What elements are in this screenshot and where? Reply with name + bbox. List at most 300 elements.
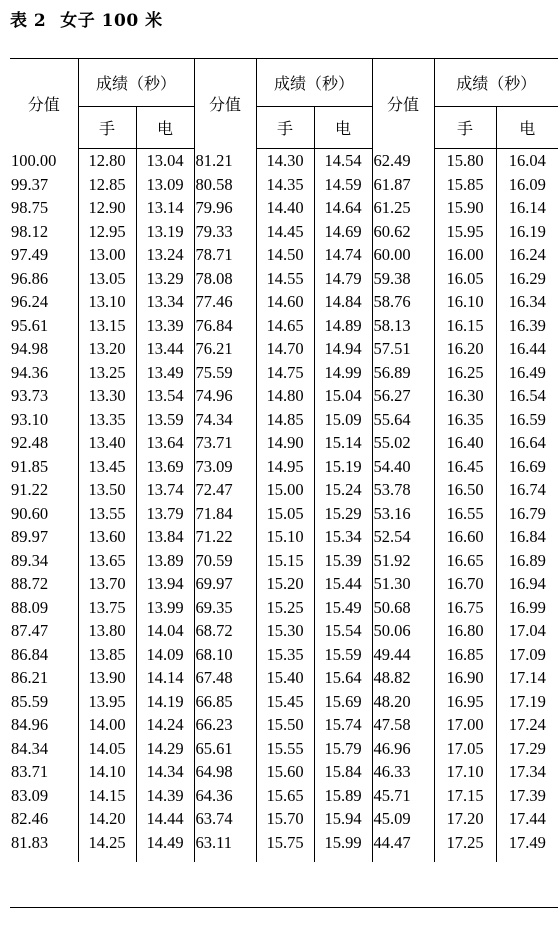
electric-time-cell: 13.04 [136,149,194,173]
score-cell: 81.21 [194,149,256,173]
electric-time-cell: 15.84 [314,760,372,784]
electric-time-cell: 13.99 [136,596,194,620]
score-cell: 76.84 [194,314,256,338]
score-cell: 94.98 [11,339,49,358]
electric-time-cell: 14.44 [136,807,194,831]
table-row [10,596,558,620]
score-cell: 66.85 [194,690,256,714]
score-cell: 71.22 [194,525,256,549]
electric-time-cell: 13.49 [136,361,194,385]
hand-time-cell: 14.70 [256,337,314,361]
electric-time-cell: 16.74 [496,478,558,502]
electric-time-cell: 14.79 [314,267,372,291]
electric-time-cell: 15.89 [314,784,372,808]
hand-time-cell: 12.80 [78,149,136,173]
electric-time-cell: 13.79 [136,502,194,526]
hand-time-cell: 13.70 [78,572,136,596]
table-row [10,525,558,549]
score-cell: 80.58 [194,173,256,197]
hand-time-cell: 13.60 [78,525,136,549]
table-row [10,455,558,479]
electric-time-cell: 13.24 [136,243,194,267]
score-cell: 94.36 [11,362,49,382]
hand-time-cell: 15.20 [256,572,314,596]
score-cell: 56.89 [372,361,434,385]
score-cell: 79.33 [194,220,256,244]
table-row [10,478,558,502]
hand-time-cell: 13.05 [78,267,136,291]
table-row [10,243,558,267]
hand-time-cell: 15.85 [434,173,496,197]
electric-time-cell: 15.29 [314,502,372,526]
electric-time-cell: 15.09 [314,408,372,432]
hand-time-cell: 16.45 [434,455,496,479]
hand-time-cell: 13.20 [78,337,136,361]
table-number: 表 2 [10,11,47,31]
table-row [10,713,558,737]
hand-time-cell: 15.15 [256,549,314,573]
score-cell: 91.22 [11,480,49,499]
hand-time-cell: 12.85 [78,173,136,197]
score-cell: 53.78 [372,478,434,502]
electric-time-cell: 15.39 [314,549,372,573]
table-title: 女子 100 米 [60,11,163,31]
score-cell: 60.00 [372,243,434,267]
score-cell: 72.47 [194,478,256,502]
hand-time-cell: 15.00 [256,478,314,502]
electric-time-cell: 16.24 [496,243,558,267]
result-header: 成绩（秒） [256,59,372,107]
electric-time-cell: 13.84 [136,525,194,549]
hand-timing-header: 手 [434,107,496,149]
hand-time-cell: 16.00 [434,243,496,267]
electric-time-cell: 15.14 [314,431,372,455]
table-row [10,431,558,455]
electric-time-cell: 16.79 [496,502,558,526]
electric-time-cell: 16.19 [496,220,558,244]
hand-time-cell: 17.10 [434,760,496,784]
electric-time-cell: 14.59 [314,173,372,197]
electric-time-cell: 13.44 [136,337,194,361]
score-header: 分值 [372,59,434,149]
score-cell: 69.35 [194,596,256,620]
electric-time-cell: 16.44 [496,337,558,361]
hand-time-cell: 16.60 [434,525,496,549]
score-cell: 73.09 [194,455,256,479]
score-cell: 97.49 [11,245,49,264]
table-row [10,572,558,596]
score-cell: 44.47 [372,831,434,863]
table-row [10,314,558,338]
hand-time-cell: 14.95 [256,455,314,479]
table-row [10,619,558,643]
electric-time-cell: 17.14 [496,666,558,690]
score-cell: 86.21 [11,668,49,687]
electric-time-cell: 17.19 [496,690,558,714]
electric-time-cell: 16.64 [496,431,558,455]
electric-time-cell: 14.89 [314,314,372,338]
hand-time-cell: 14.00 [78,713,136,737]
table-row [10,760,558,784]
electric-time-cell: 15.24 [314,478,372,502]
score-cell: 95.61 [11,315,49,335]
hand-time-cell: 15.50 [256,713,314,737]
score-cell: 84.96 [11,715,49,734]
score-cell: 62.49 [372,149,434,173]
hand-time-cell: 15.75 [256,831,314,863]
score-cell: 98.12 [11,221,49,241]
table-row [10,690,558,714]
electric-timing-header: 电 [314,107,372,149]
score-cell: 63.11 [194,831,256,863]
score-cell: 63.74 [194,807,256,831]
score-cell: 64.36 [194,784,256,808]
electric-time-cell: 14.24 [136,713,194,737]
hand-time-cell: 13.80 [78,619,136,643]
hand-time-cell: 13.35 [78,408,136,432]
score-cell: 75.59 [194,361,256,385]
score-cell: 55.02 [372,431,434,455]
score-cell: 84.34 [11,738,49,758]
score-cell: 65.61 [194,737,256,761]
table-row [10,831,558,863]
hand-time-cell: 15.65 [256,784,314,808]
hand-time-cell: 17.05 [434,737,496,761]
electric-time-cell: 13.29 [136,267,194,291]
table-row [10,666,558,690]
hand-time-cell: 16.30 [434,384,496,408]
score-cell: 82.46 [11,809,49,828]
score-cell: 81.83 [11,832,49,852]
score-cell: 91.85 [11,456,49,476]
hand-time-cell: 17.15 [434,784,496,808]
score-cell: 71.84 [194,502,256,526]
score-cell: 48.20 [372,690,434,714]
table-row [10,502,558,526]
table-row [10,807,558,831]
score-cell: 90.60 [11,503,49,523]
hand-time-cell: 17.00 [434,713,496,737]
table-row [10,196,558,220]
electric-time-cell: 16.09 [496,173,558,197]
electric-time-cell: 16.89 [496,549,558,573]
hand-time-cell: 16.05 [434,267,496,291]
hand-time-cell: 14.10 [78,760,136,784]
result-header: 成绩（秒） [78,59,194,107]
table-body [10,149,558,863]
electric-time-cell: 17.49 [496,831,558,863]
table-row [10,408,558,432]
electric-time-cell: 15.44 [314,572,372,596]
electric-time-cell: 14.09 [136,643,194,667]
score-cell: 50.68 [372,596,434,620]
hand-time-cell: 14.45 [256,220,314,244]
hand-time-cell: 14.75 [256,361,314,385]
score-cell: 76.21 [194,337,256,361]
table-row [10,337,558,361]
electric-time-cell: 17.44 [496,807,558,831]
score-cell: 60.62 [372,220,434,244]
hand-time-cell: 13.95 [78,690,136,714]
hand-time-cell: 13.45 [78,455,136,479]
hand-time-cell: 14.65 [256,314,314,338]
score-cell: 98.75 [11,198,49,217]
score-header: 分值 [194,59,256,149]
score-cell: 56.27 [372,384,434,408]
score-cell: 99.37 [11,174,49,194]
electric-timing-header: 电 [496,107,558,149]
score-cell: 61.25 [372,196,434,220]
score-cell: 73.71 [194,431,256,455]
hand-time-cell: 16.25 [434,361,496,385]
hand-time-cell: 16.50 [434,478,496,502]
score-cell: 48.82 [372,666,434,690]
table-row [10,737,558,761]
electric-time-cell: 15.49 [314,596,372,620]
electric-time-cell: 17.34 [496,760,558,784]
electric-time-cell: 13.14 [136,196,194,220]
hand-time-cell: 14.50 [256,243,314,267]
electric-time-cell: 14.64 [314,196,372,220]
score-cell: 47.58 [372,713,434,737]
score-cell: 92.48 [11,433,49,452]
hand-time-cell: 15.10 [256,525,314,549]
hand-time-cell: 14.30 [256,149,314,173]
electric-time-cell: 17.04 [496,619,558,643]
score-cell: 58.13 [372,314,434,338]
hand-time-cell: 15.80 [434,149,496,173]
score-cell: 93.73 [11,386,49,405]
table-row [10,643,558,667]
hand-time-cell: 14.90 [256,431,314,455]
electric-time-cell: 13.74 [136,478,194,502]
electric-time-cell: 16.54 [496,384,558,408]
score-cell: 70.59 [194,549,256,573]
score-cell: 88.09 [11,597,49,617]
score-cell: 68.10 [194,643,256,667]
hand-time-cell: 14.60 [256,290,314,314]
electric-time-cell: 14.84 [314,290,372,314]
hand-time-cell: 16.55 [434,502,496,526]
hand-time-cell: 16.80 [434,619,496,643]
electric-time-cell: 16.04 [496,149,558,173]
score-cell: 88.72 [11,574,49,593]
score-cell: 100.00 [11,150,57,170]
hand-time-cell: 15.60 [256,760,314,784]
hand-time-cell: 15.25 [256,596,314,620]
hand-time-cell: 13.15 [78,314,136,338]
electric-time-cell: 14.54 [314,149,372,173]
electric-time-cell: 14.49 [136,831,194,863]
score-cell: 51.30 [372,572,434,596]
electric-time-cell: 14.69 [314,220,372,244]
electric-timing-header: 电 [136,107,194,149]
hand-time-cell: 13.10 [78,290,136,314]
electric-time-cell: 16.84 [496,525,558,549]
electric-time-cell: 15.19 [314,455,372,479]
table-header [10,59,558,149]
hand-timing-header: 手 [256,107,314,149]
score-cell: 54.40 [372,455,434,479]
electric-time-cell: 13.54 [136,384,194,408]
electric-time-cell: 13.89 [136,549,194,573]
score-cell: 77.46 [194,290,256,314]
electric-time-cell: 15.99 [314,831,372,863]
score-cell: 79.96 [194,196,256,220]
table-row [10,384,558,408]
score-cell: 46.33 [372,760,434,784]
hand-time-cell: 13.50 [78,478,136,502]
score-cell: 85.59 [11,691,49,711]
hand-time-cell: 15.35 [256,643,314,667]
electric-time-cell: 15.59 [314,643,372,667]
hand-time-cell: 13.85 [78,643,136,667]
table-row [10,149,558,173]
hand-time-cell: 14.15 [78,784,136,808]
electric-time-cell: 17.29 [496,737,558,761]
electric-time-cell: 13.64 [136,431,194,455]
electric-time-cell: 15.74 [314,713,372,737]
score-cell: 89.34 [11,550,49,570]
hand-time-cell: 15.45 [256,690,314,714]
electric-time-cell: 16.59 [496,408,558,432]
electric-time-cell: 13.19 [136,220,194,244]
table-row [10,220,558,244]
score-cell: 51.92 [372,549,434,573]
score-cell: 66.23 [194,713,256,737]
result-header: 成绩（秒） [434,59,558,107]
hand-time-cell: 13.75 [78,596,136,620]
hand-time-cell: 12.90 [78,196,136,220]
hand-time-cell: 14.55 [256,267,314,291]
score-cell: 59.38 [372,267,434,291]
score-cell: 78.08 [194,267,256,291]
hand-time-cell: 16.90 [434,666,496,690]
hand-time-cell: 16.65 [434,549,496,573]
hand-time-cell: 14.40 [256,196,314,220]
electric-time-cell: 15.54 [314,619,372,643]
electric-time-cell: 14.74 [314,243,372,267]
hand-time-cell: 14.35 [256,173,314,197]
electric-time-cell: 14.34 [136,760,194,784]
electric-time-cell: 16.34 [496,290,558,314]
hand-time-cell: 17.20 [434,807,496,831]
electric-time-cell: 14.19 [136,690,194,714]
electric-time-cell: 16.94 [496,572,558,596]
hand-timing-header: 手 [78,107,136,149]
hand-time-cell: 14.20 [78,807,136,831]
hand-time-cell: 15.05 [256,502,314,526]
hand-time-cell: 16.70 [434,572,496,596]
score-cell: 96.86 [11,268,49,288]
electric-time-cell: 16.69 [496,455,558,479]
score-cell: 61.87 [372,173,434,197]
bottom-rule [10,907,558,908]
score-cell: 69.97 [194,572,256,596]
electric-time-cell: 16.29 [496,267,558,291]
electric-time-cell: 15.64 [314,666,372,690]
score-cell: 50.06 [372,619,434,643]
electric-time-cell: 16.49 [496,361,558,385]
hand-time-cell: 13.55 [78,502,136,526]
hand-time-cell: 15.95 [434,220,496,244]
score-cell: 46.96 [372,737,434,761]
hand-time-cell: 12.95 [78,220,136,244]
score-cell: 74.34 [194,408,256,432]
score-cell: 64.98 [194,760,256,784]
electric-time-cell: 13.39 [136,314,194,338]
electric-time-cell: 13.09 [136,173,194,197]
hand-time-cell: 16.15 [434,314,496,338]
electric-time-cell: 14.94 [314,337,372,361]
score-table [10,58,558,862]
table-row [10,549,558,573]
electric-time-cell: 15.34 [314,525,372,549]
table-row [10,267,558,291]
electric-time-cell: 15.04 [314,384,372,408]
hand-time-cell: 17.25 [434,831,496,863]
hand-time-cell: 16.10 [434,290,496,314]
hand-time-cell: 16.20 [434,337,496,361]
hand-time-cell: 16.35 [434,408,496,432]
hand-time-cell: 13.30 [78,384,136,408]
electric-time-cell: 15.94 [314,807,372,831]
hand-time-cell: 16.85 [434,643,496,667]
electric-time-cell: 14.99 [314,361,372,385]
electric-time-cell: 13.34 [136,290,194,314]
score-cell: 45.71 [372,784,434,808]
hand-time-cell: 14.80 [256,384,314,408]
score-cell: 52.54 [372,525,434,549]
electric-time-cell: 16.99 [496,596,558,620]
score-cell: 49.44 [372,643,434,667]
score-cell: 96.24 [11,292,49,311]
table-caption [10,6,163,31]
electric-time-cell: 15.79 [314,737,372,761]
hand-time-cell: 15.30 [256,619,314,643]
score-cell: 53.16 [372,502,434,526]
hand-time-cell: 15.55 [256,737,314,761]
electric-time-cell: 13.94 [136,572,194,596]
electric-time-cell: 13.59 [136,408,194,432]
score-cell: 67.48 [194,666,256,690]
hand-time-cell: 13.90 [78,666,136,690]
score-cell: 78.71 [194,243,256,267]
electric-time-cell: 17.39 [496,784,558,808]
score-cell: 86.84 [11,644,49,664]
hand-time-cell: 15.90 [434,196,496,220]
electric-time-cell: 14.39 [136,784,194,808]
electric-time-cell: 15.69 [314,690,372,714]
hand-time-cell: 16.75 [434,596,496,620]
score-cell: 58.76 [372,290,434,314]
electric-time-cell: 14.04 [136,619,194,643]
table-row [10,784,558,808]
score-cell: 93.10 [11,409,49,429]
electric-time-cell: 17.24 [496,713,558,737]
score-cell: 57.51 [372,337,434,361]
hand-time-cell: 14.85 [256,408,314,432]
score-cell: 83.09 [11,785,49,805]
score-cell: 89.97 [11,527,49,546]
score-cell: 83.71 [11,762,49,781]
electric-time-cell: 16.14 [496,196,558,220]
hand-time-cell: 13.25 [78,361,136,385]
table-row [10,290,558,314]
hand-time-cell: 16.95 [434,690,496,714]
hand-time-cell: 15.70 [256,807,314,831]
hand-time-cell: 15.40 [256,666,314,690]
